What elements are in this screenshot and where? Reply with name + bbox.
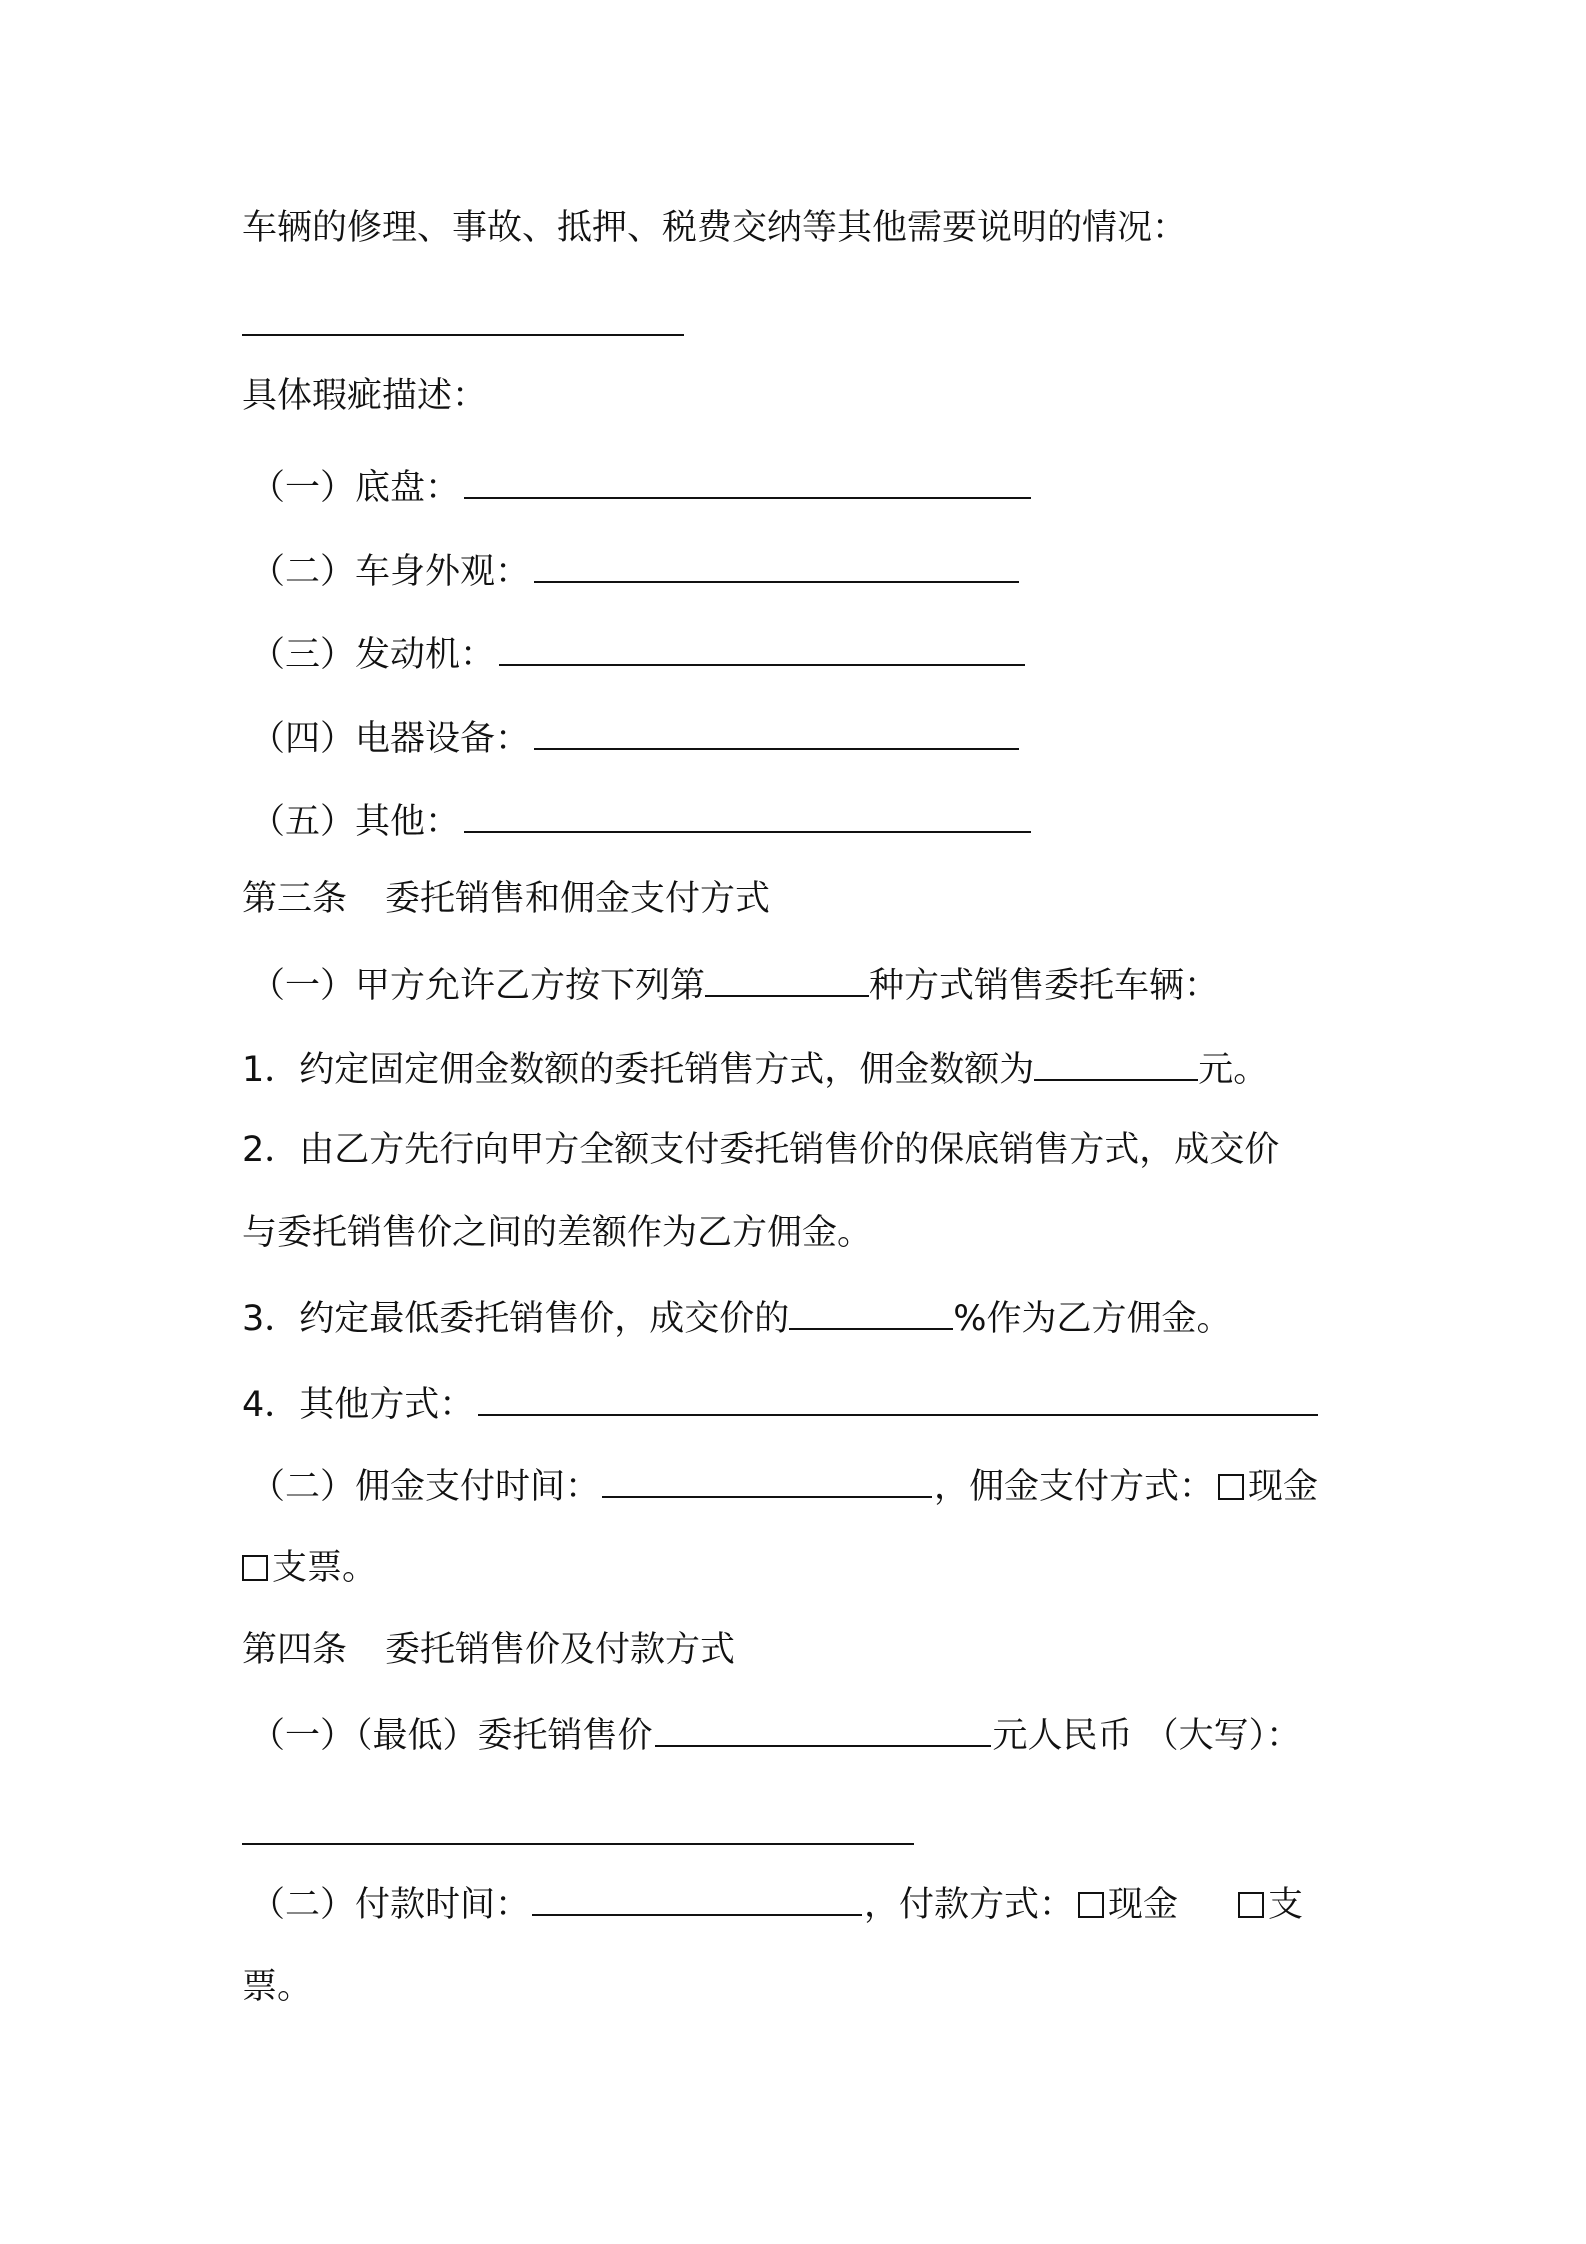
article4-p2-cont: 票。: [242, 1967, 313, 2007]
defect-body-blank[interactable]: [534, 547, 1019, 583]
opt1-text-end: 元。: [1198, 1050, 1269, 1090]
commission-percent-blank[interactable]: [789, 1294, 953, 1330]
defect-chassis-blank[interactable]: [464, 463, 1031, 499]
payment-cash-checkbox[interactable]: [1078, 1892, 1104, 1918]
price-unit-label: 元人民币 （大写）：: [992, 1716, 1302, 1756]
article3-p1: [250, 961, 1219, 1009]
defect-electrical-label: （四）电器设备：: [250, 719, 531, 759]
method-number-blank[interactable]: [705, 961, 869, 997]
cash-checkbox[interactable]: [1218, 1474, 1244, 1500]
defect-body: [250, 547, 1023, 595]
payment-check-label: 支: [1268, 1885, 1304, 1925]
article3-title: 第三条: [242, 879, 348, 919]
article3-opt1: [242, 1045, 1268, 1093]
defects-heading: 具体瑕疵描述：: [242, 376, 488, 416]
check-checkbox[interactable]: [242, 1555, 268, 1581]
article3-opt4: [242, 1380, 1322, 1428]
price-label: （一）（最低）委托销售价: [250, 1716, 653, 1756]
article3-p1-text: （一）甲方允许乙方按下列第: [250, 966, 706, 1006]
opt4-text: 4．其他方式：: [242, 1385, 475, 1425]
intro-blank[interactable]: [242, 332, 684, 336]
opt1-text: 1．约定固定佣金数额的委托销售方式，佣金数额为: [242, 1050, 1035, 1090]
price-uppercase-blank[interactable]: [242, 1841, 914, 1845]
article3-opt3: [242, 1294, 1232, 1342]
payment-cash-label: 现金: [1108, 1885, 1179, 1925]
defect-electrical-blank[interactable]: [534, 714, 1019, 750]
opt3-text: 3．约定最低委托销售价，成交价的: [242, 1299, 790, 1339]
article4-subtitle: 委托销售价及付款方式: [385, 1630, 736, 1670]
defect-body-label: （二）车身外观：: [250, 552, 531, 592]
opt3-text-end: %作为乙方佣金。: [953, 1299, 1232, 1339]
price-blank[interactable]: [655, 1711, 991, 1747]
defect-other-label: （五）其他：: [250, 802, 461, 842]
article3-opt2-line2: 与委托销售价之间的差额作为乙方佣金。: [242, 1213, 873, 1253]
cash-label: 现金: [1248, 1467, 1319, 1507]
commission-amount-blank[interactable]: [1034, 1045, 1198, 1081]
article3-heading: [242, 876, 770, 922]
article3-p1-text-end: 种方式销售委托车辆：: [869, 966, 1220, 1006]
commission-time-label: （二）佣金支付时间：: [250, 1467, 601, 1507]
article4-p1: [250, 1711, 1301, 1759]
defect-engine: [250, 630, 1029, 678]
article3-subtitle: 委托销售和佣金支付方式: [385, 879, 771, 919]
article4-title: 第四条: [242, 1630, 348, 1670]
defect-other-blank[interactable]: [464, 797, 1031, 833]
article3-p2: [250, 1462, 1318, 1510]
defect-engine-blank[interactable]: [499, 630, 1025, 666]
intro-line: 车辆的修理、事故、抵押、税费交纳等其他需要说明的情况：: [242, 208, 1188, 248]
payment-time-blank[interactable]: [532, 1880, 862, 1916]
article4-heading: [242, 1627, 735, 1673]
commission-time-blank[interactable]: [602, 1462, 932, 1498]
defect-chassis-label: （一）底盘：: [250, 468, 461, 508]
defect-chassis: [250, 463, 1035, 511]
commission-method-label: ，佣金支付方式：: [934, 1467, 1215, 1507]
check-label: 支票。: [272, 1548, 378, 1588]
other-method-blank[interactable]: [478, 1380, 1318, 1416]
defect-engine-label: （三）发动机：: [250, 635, 496, 675]
payment-check-checkbox[interactable]: [1238, 1892, 1264, 1918]
payment-time-label: （二）付款时间：: [250, 1885, 531, 1925]
defect-other: [250, 797, 1035, 845]
defect-electrical: [250, 714, 1023, 762]
payment-method-label: ，付款方式：: [864, 1885, 1075, 1925]
article3-opt2-line1: 2．由乙方先行向甲方全额支付委托销售价的保底销售方式，成交价: [242, 1130, 1280, 1170]
article3-p2-cont: [242, 1545, 377, 1591]
article4-p2: [250, 1880, 1303, 1928]
